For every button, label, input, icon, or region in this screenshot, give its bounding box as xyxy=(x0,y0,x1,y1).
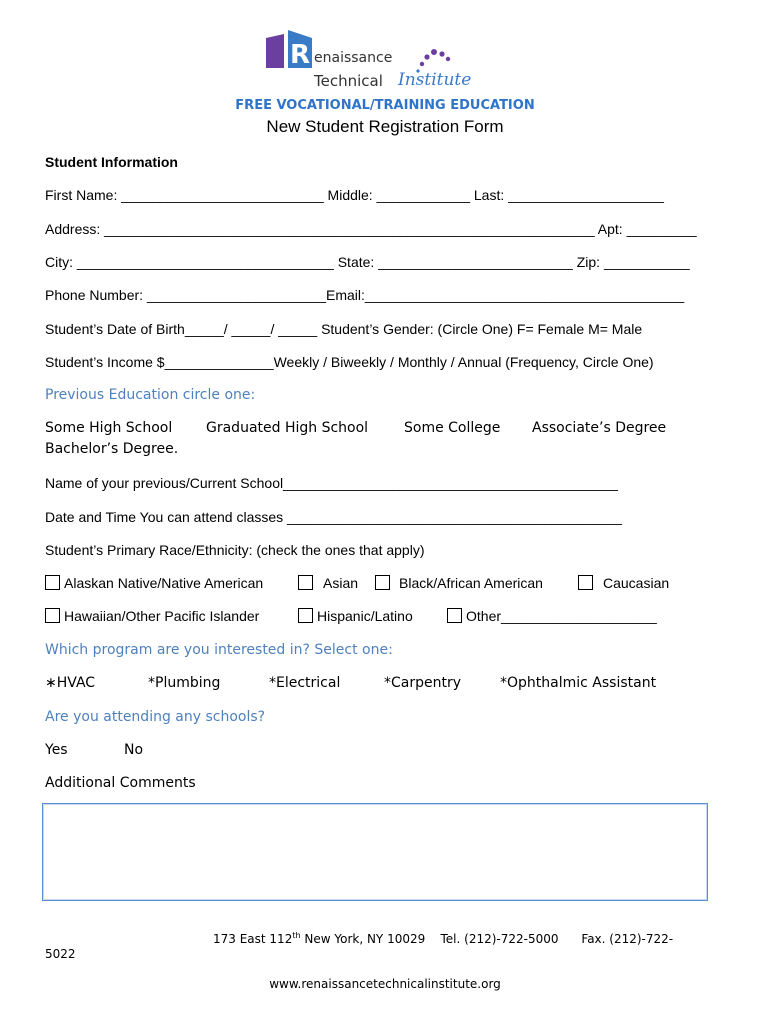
race-option-label: Black/African American xyxy=(399,575,543,591)
race-option-other[interactable] xyxy=(447,608,657,624)
logo-script: Institute xyxy=(398,70,472,90)
race-option-label: Alaskan Native/Native American xyxy=(64,575,264,591)
program-option-electrical[interactable]: *Electrical xyxy=(269,675,341,691)
education-option[interactable]: Some High School xyxy=(45,420,173,436)
checkbox[interactable] xyxy=(578,575,593,590)
previous-school-line[interactable]: Name of your previous/Current School___________________________________________ xyxy=(45,475,618,491)
checkbox[interactable] xyxy=(375,575,390,590)
checkbox[interactable] xyxy=(298,608,313,623)
page-title: New Student Registration Form xyxy=(266,117,504,136)
logo-line2: Technical xyxy=(314,72,383,90)
name-fields-line[interactable]: First Name: __________________________ Middle: ____________ Last: ____________________ xyxy=(45,187,664,203)
tagline: FREE VOCATIONAL/TRAINING EDUCATION xyxy=(235,98,535,113)
footer-fax-tail: 5022 xyxy=(45,947,76,961)
logo-r-letter: R xyxy=(290,40,311,70)
race-option-label: Hawaiian/Other Pacific Islander xyxy=(64,608,260,624)
race-option-label: Other____________________ xyxy=(466,608,657,624)
race-option-asian[interactable] xyxy=(298,575,358,591)
footer-address-pre: 173 East 112 xyxy=(213,932,293,946)
section-heading-program: Which program are you interested in? Select one: xyxy=(45,642,393,658)
section-heading-attending: Are you attending any schools? xyxy=(45,709,266,725)
income-line[interactable]: Student’s Income $______________Weekly / Biweekly / Monthly / Annual (Frequency, Circle One) xyxy=(45,354,654,370)
logo-line1: enaissance xyxy=(314,50,393,66)
attending-no-option[interactable]: No xyxy=(124,742,144,758)
education-option[interactable]: Some College xyxy=(404,420,501,436)
race-option-hispanic[interactable] xyxy=(298,608,413,624)
city-fields-line[interactable]: City: _________________________________ State: _________________________ Zip: ___________ xyxy=(45,254,690,270)
footer-address-sup: th xyxy=(292,931,301,940)
phone-fields-line[interactable]: Phone Number: _______________________Email:_________________________________________ xyxy=(45,287,685,303)
comments-textarea[interactable] xyxy=(42,803,708,901)
race-option-caucasian[interactable] xyxy=(578,575,669,591)
education-option[interactable]: Associate’s Degree xyxy=(532,420,667,436)
education-option[interactable]: Bachelor’s Degree. xyxy=(45,441,179,457)
section-heading-education: Previous Education circle one: xyxy=(45,387,256,403)
attending-yes-option[interactable]: Yes xyxy=(45,742,68,758)
race-option-label: Hispanic/Latino xyxy=(317,608,413,624)
race-option-label: Caucasian xyxy=(603,575,670,591)
program-option-carpentry[interactable]: *Carpentry xyxy=(384,675,462,691)
footer-website[interactable]: www.renaissancetechnicalinstitute.org xyxy=(269,977,501,991)
race-prompt: Student’s Primary Race/Ethnicity: (check the ones that apply) xyxy=(45,542,425,558)
program-option-plumbing[interactable]: *Plumbing xyxy=(148,675,221,691)
address-fields-line[interactable]: Address: _______________________________________________________________ Apt: _________ xyxy=(45,221,697,237)
checkbox[interactable] xyxy=(45,608,60,623)
education-option[interactable]: Graduated High School xyxy=(206,420,369,436)
dob-gender-line[interactable]: Student’s Date of Birth_____/ _____/ _____ Student’s Gender: (Circle One) F= Female M= Male xyxy=(45,321,643,337)
logo xyxy=(262,28,502,100)
comments-label: Additional Comments xyxy=(45,775,196,791)
footer-address xyxy=(213,931,673,946)
program-option-ophthalmic[interactable]: *Ophthalmic Assistant xyxy=(500,675,657,691)
race-option-alaskan[interactable] xyxy=(45,575,263,591)
checkbox[interactable] xyxy=(298,575,313,590)
program-option-hvac[interactable]: ∗HVAC xyxy=(45,675,96,691)
class-time-line[interactable]: Date and Time You can attend classes ___________________________________________ xyxy=(45,509,622,525)
race-option-black[interactable] xyxy=(375,575,543,591)
race-option-hawaiian[interactable] xyxy=(45,608,259,624)
section-heading-student-info: Student Information xyxy=(45,154,178,170)
checkbox[interactable] xyxy=(447,608,462,623)
footer-address-post: New York, NY 10029 Tel. (212)-722-5000 Fax. (212)-722- xyxy=(300,932,674,946)
checkbox[interactable] xyxy=(45,575,60,590)
race-option-label: Asian xyxy=(323,575,359,591)
